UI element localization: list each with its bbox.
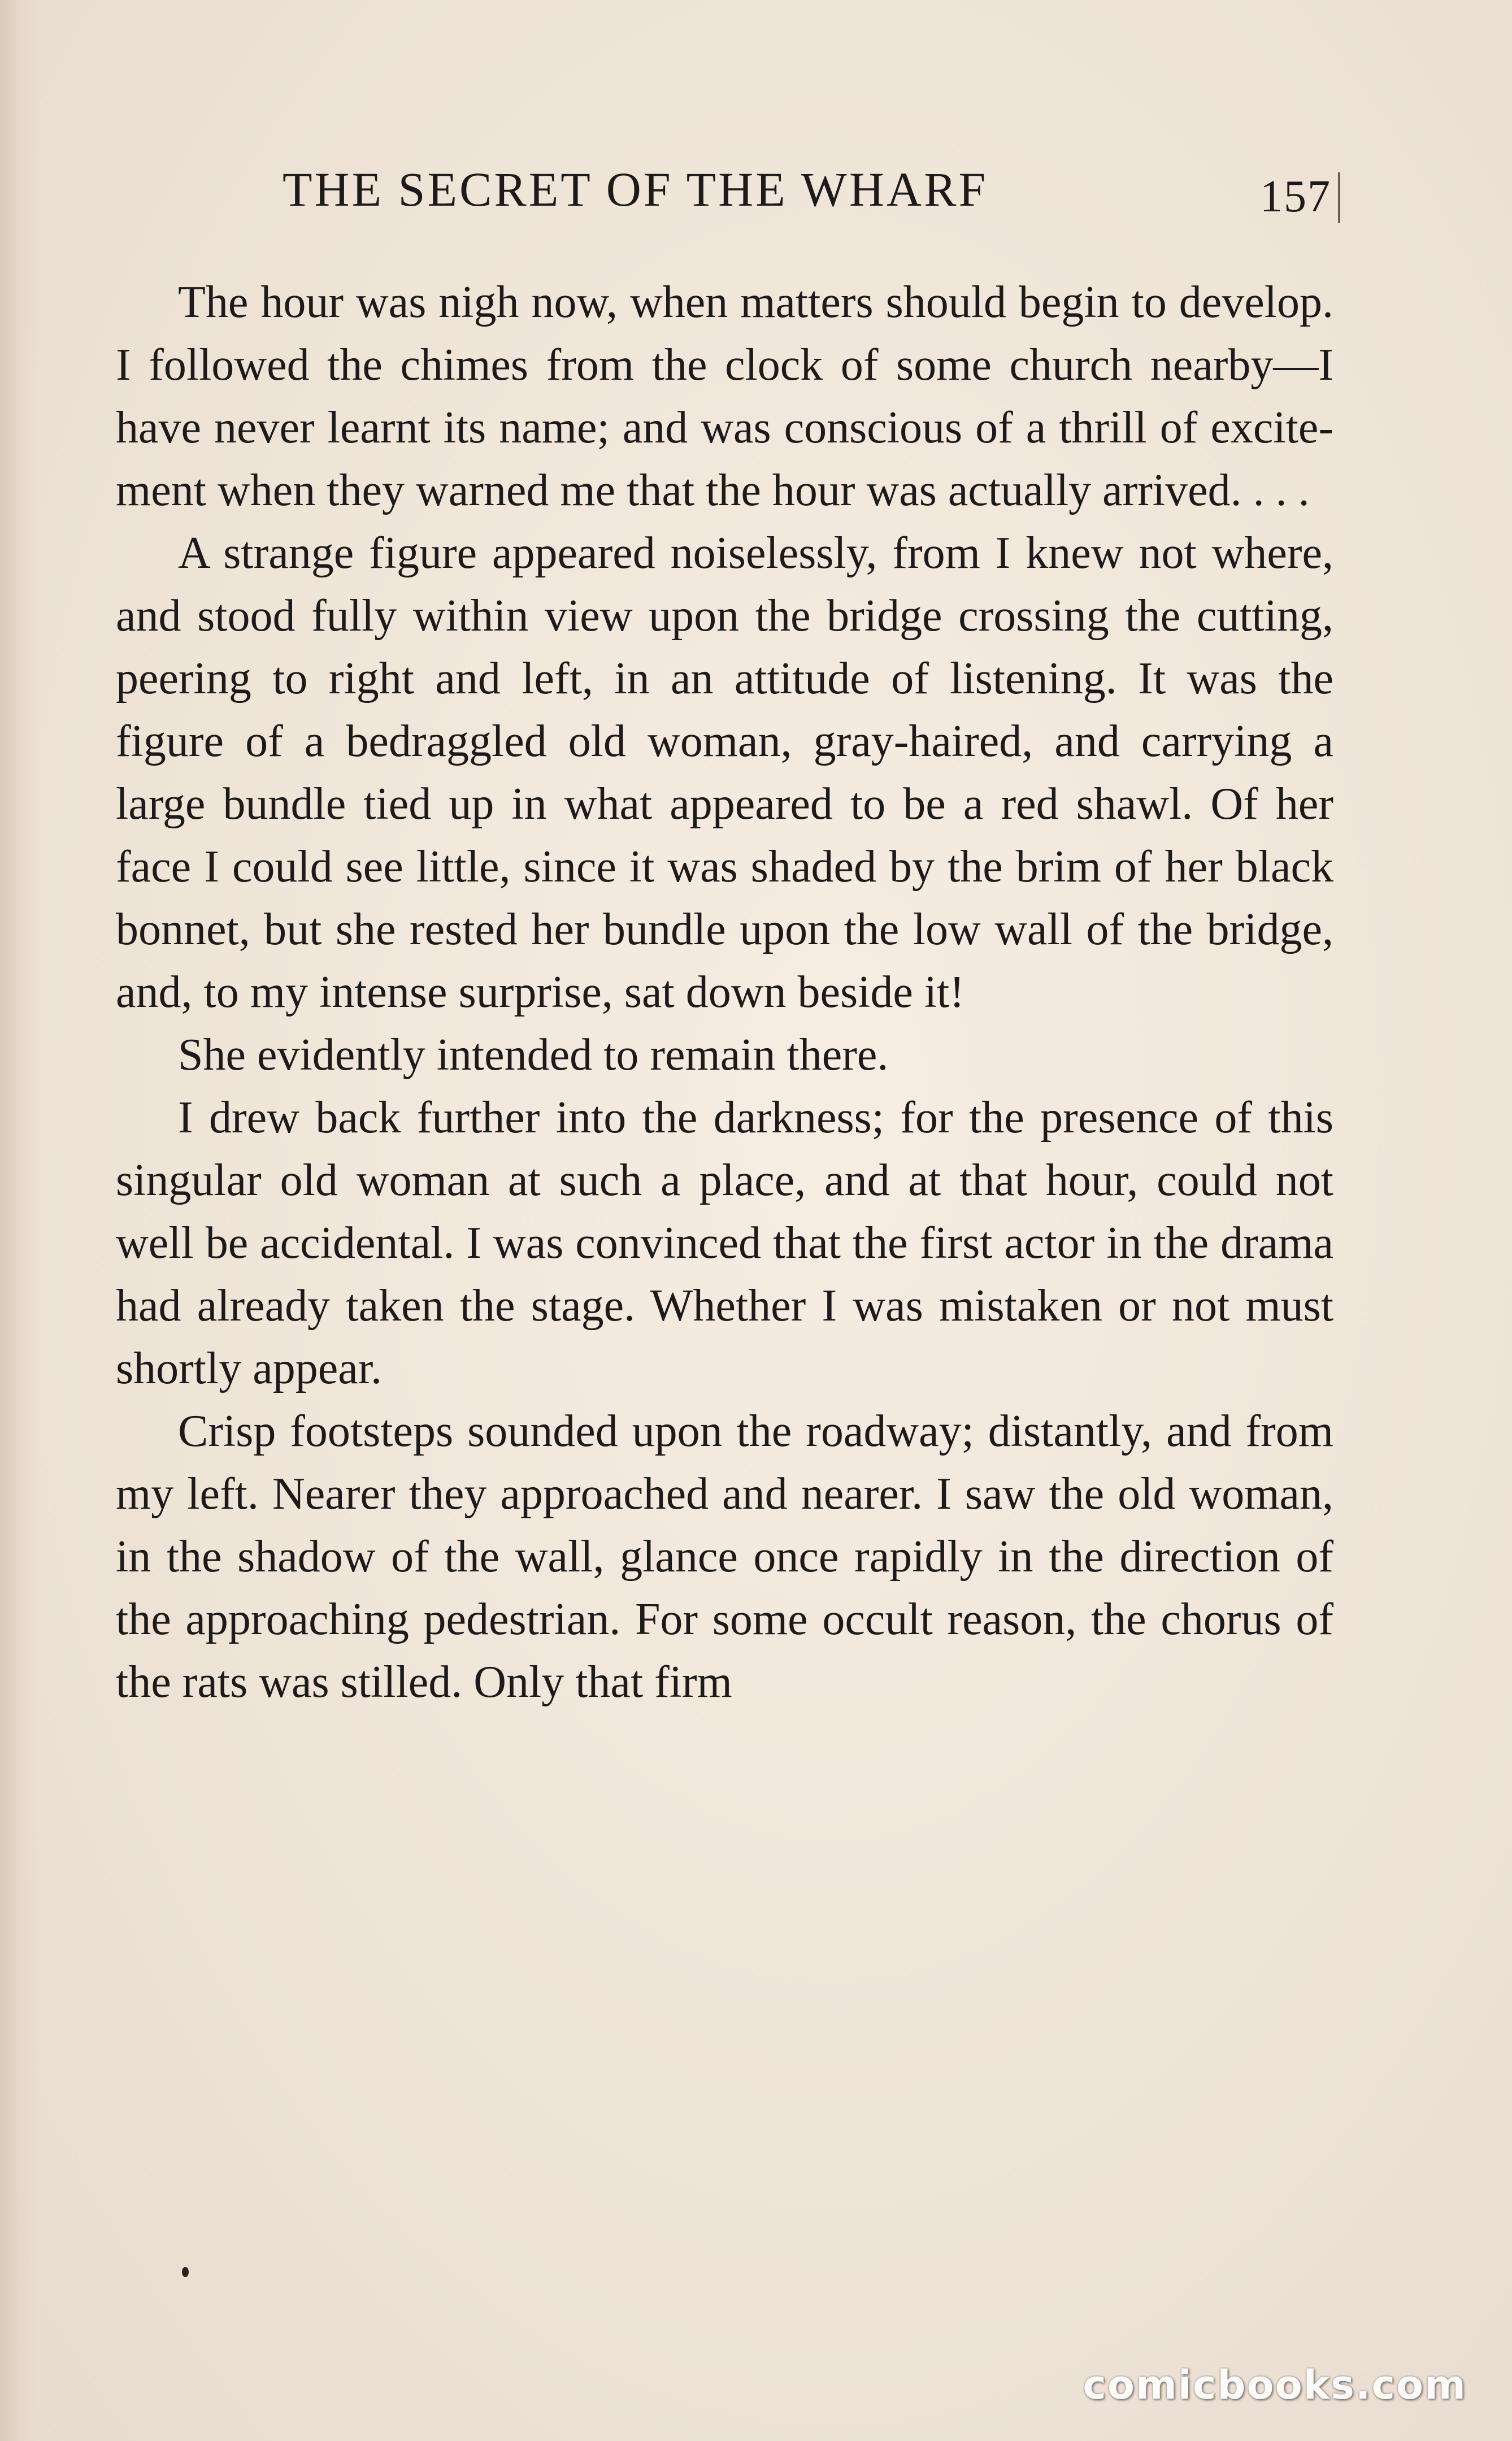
watermark: comicbooks.com bbox=[1083, 2362, 1467, 2408]
page-number: 157 bbox=[1260, 172, 1331, 221]
running-head bbox=[283, 161, 1413, 240]
paragraph: Crisp footsteps sounded upon the roadway; distantly, and from my left. Nearer they approached and nearer. I saw the old woman, in the shadow of the wall, glance once rapidly in the direction of the approaching pedestrian. For some occult reason, the chorus of the rats was stilled. Only that firm bbox=[116, 1406, 1333, 1707]
paragraph: She evidently intended to remain there. bbox=[178, 1030, 889, 1080]
running-head-title: THE SECRET OF THE WHARF bbox=[283, 162, 988, 216]
page-gutter-shadow bbox=[0, 0, 40, 2441]
paragraph: The hour was nigh now, when matters should begin to develop. I followed the chimes from the clock of some church nearby—I have never learnt its name; and was conscious of a thrill of excitement when they warned me that the hour was actually arrived. . . . bbox=[116, 277, 1333, 515]
ink-speck bbox=[182, 2267, 189, 2277]
paragraph: I drew back further into the darkness; for the presence of this singular old woman at such a place, and at that hour, could not well be accidental. I was convinced that the first actor in the drama had already taken the stage. Whether I was mistaken or not must shortly appear. bbox=[116, 1093, 1333, 1393]
paragraph: A strange figure appeared noiselessly, from I knew not where, and stood fully within view upon the bridge crossing the cutting, peering to right and left, in an attitude of listening. It was the figure of a bedraggled old woman, gray-haired, and carrying a large bundle tied up in what appeared to be a red shawl. Of her face I could see little, since it was shaded by the brim of her black bonnet, but she rested her bundle upon the low wall of the bridge, and, to my intense surprise, sat down beside it! bbox=[116, 528, 1333, 1017]
body-text bbox=[116, 271, 1333, 1714]
page-number-rule bbox=[1338, 172, 1340, 223]
